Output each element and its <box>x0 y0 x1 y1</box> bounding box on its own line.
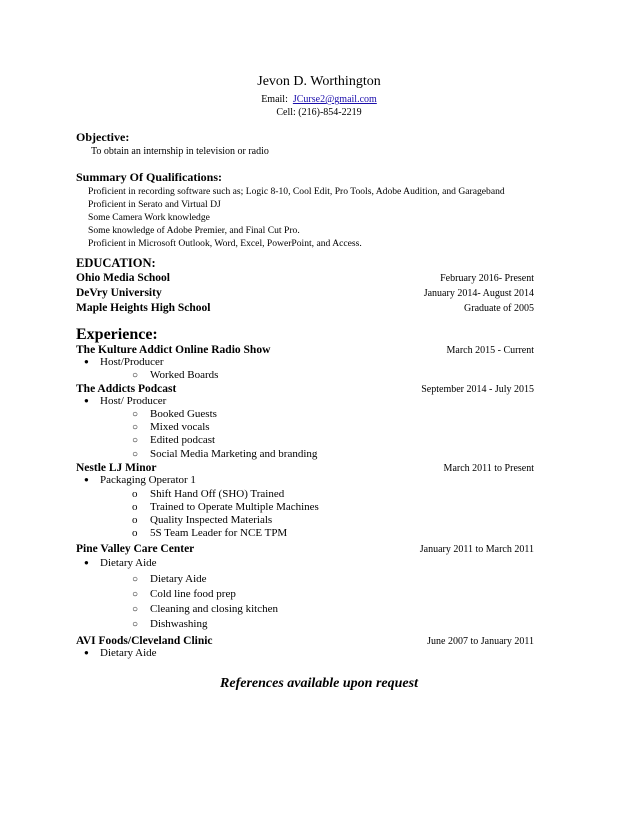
job-organization: Nestle LJ Minor <box>76 462 157 474</box>
summary-item: Some knowledge of Adobe Premier, and Final Cut Pro. <box>88 224 300 236</box>
hollow-bullet-icon: ○ <box>132 409 139 420</box>
job-date: June 2007 to January 2011 <box>427 636 534 647</box>
job-task <box>132 573 207 585</box>
school-name: Maple Heights High School <box>76 302 211 314</box>
job-role-label: Packaging Operator 1 <box>100 474 196 486</box>
job-task <box>132 588 236 600</box>
education-date: February 2016- Present <box>440 273 534 284</box>
job-task-label: Shift Hand Off (SHO) Trained <box>150 488 285 500</box>
job-task-label: Cleaning and closing kitchen <box>150 603 278 615</box>
hollow-bullet-icon: ○ <box>132 619 139 630</box>
hollow-bullet-icon: ○ <box>132 435 139 446</box>
job-organization: The Addicts Podcast <box>76 383 177 395</box>
hollow-bullet-icon: ○ <box>132 422 139 433</box>
job-task-label: Dietary Aide <box>150 573 207 585</box>
applicant-name: Jevon D. Worthington <box>257 74 381 89</box>
school-name: DeVry University <box>76 287 162 299</box>
cell-line: Cell: (216)-854-2219 <box>276 107 362 118</box>
job-task <box>132 527 287 539</box>
job-role <box>84 557 157 569</box>
job-task-label: Edited podcast <box>150 434 216 446</box>
job-task <box>132 448 317 460</box>
hollow-bullet-icon: ○ <box>132 370 139 381</box>
job-task <box>132 618 207 630</box>
job-organization: The Kulture Addict Online Radio Show <box>76 344 271 356</box>
education-heading: EDUCATION: <box>76 256 156 270</box>
job-task-label: Booked Guests <box>150 408 217 420</box>
job-role-label: Host/Producer <box>100 356 164 368</box>
education-date: Graduate of 2005 <box>464 303 534 314</box>
job-role-label: Host/ Producer <box>100 395 167 407</box>
summary-heading: Summary Of Qualifications: <box>76 170 222 184</box>
o-bullet-icon: o <box>132 514 138 526</box>
o-bullet-icon: o <box>132 501 138 513</box>
references-note: References available upon request <box>220 676 418 691</box>
job-task <box>132 421 210 433</box>
job-role <box>84 647 157 659</box>
job-organization: AVI Foods/Cleveland Clinic <box>76 635 213 647</box>
summary-item: Proficient in recording software such as; Logic 8-10, Cool Edit, Pro Tools, Adobe Audition, and Garageband <box>88 186 505 197</box>
job-task <box>132 501 319 513</box>
hollow-bullet-icon: ○ <box>132 574 139 585</box>
job-role <box>84 474 196 486</box>
job-task-label: Worked Boards <box>150 369 219 381</box>
bullet-icon: ● <box>84 396 89 405</box>
hollow-bullet-icon: ○ <box>132 589 139 600</box>
hollow-bullet-icon: ○ <box>132 449 139 460</box>
bullet-icon: ● <box>84 648 89 657</box>
job-task <box>132 603 278 615</box>
objective-heading: Objective: <box>76 130 130 144</box>
job-role-label: Dietary Aide <box>100 557 157 569</box>
summary-item: Proficient in Serato and Virtual DJ <box>88 198 221 210</box>
summary-item: Proficient in Microsoft Outlook, Word, Excel, PowerPoint, and Access. <box>88 237 362 249</box>
job-organization: Pine Valley Care Center <box>76 543 195 555</box>
job-task <box>132 514 272 526</box>
summary-item: Some Camera Work knowledge <box>88 211 210 223</box>
job-task-label: Trained to Operate Multiple Machines <box>150 501 319 513</box>
job-task-label: Social Media Marketing and branding <box>150 448 318 460</box>
job-role <box>84 395 166 407</box>
experience-heading: Experience: <box>76 326 158 343</box>
summary-list <box>88 186 505 251</box>
job-date: March 2011 to Present <box>443 463 534 474</box>
o-bullet-icon: o <box>132 527 138 539</box>
job-task <box>132 488 284 500</box>
job-task <box>132 369 218 381</box>
job-date: March 2015 - Current <box>446 345 534 356</box>
job-task-label: Cold line food prep <box>150 588 236 600</box>
job-header <box>76 543 534 557</box>
job-task-label: Dishwashing <box>150 618 208 630</box>
job-role <box>84 356 164 368</box>
job-task <box>132 408 217 420</box>
job-date: September 2014 - July 2015 <box>421 384 534 395</box>
email-link[interactable]: JCurse2@gmail.com <box>292 94 377 105</box>
job-task <box>132 434 215 446</box>
hollow-bullet-icon: ○ <box>132 604 139 615</box>
job-task-label: Mixed vocals <box>150 421 210 433</box>
bullet-icon: ● <box>84 357 89 366</box>
education-date: January 2014- August 2014 <box>423 288 534 299</box>
job-task-label: Quality Inspected Materials <box>150 514 273 526</box>
objective-text: To obtain an internship in television or radio <box>91 146 269 157</box>
bullet-icon: ● <box>84 558 89 567</box>
o-bullet-icon: o <box>132 488 138 500</box>
email-line <box>0 94 638 105</box>
job-date: January 2011 to March 2011 <box>419 544 534 555</box>
job-task-label: 5S Team Leader for NCE TPM <box>150 527 288 539</box>
job-role-label: Dietary Aide <box>100 647 157 659</box>
email-label: Email: <box>261 94 288 105</box>
bullet-icon: ● <box>84 475 89 484</box>
school-name: Ohio Media School <box>76 272 170 284</box>
